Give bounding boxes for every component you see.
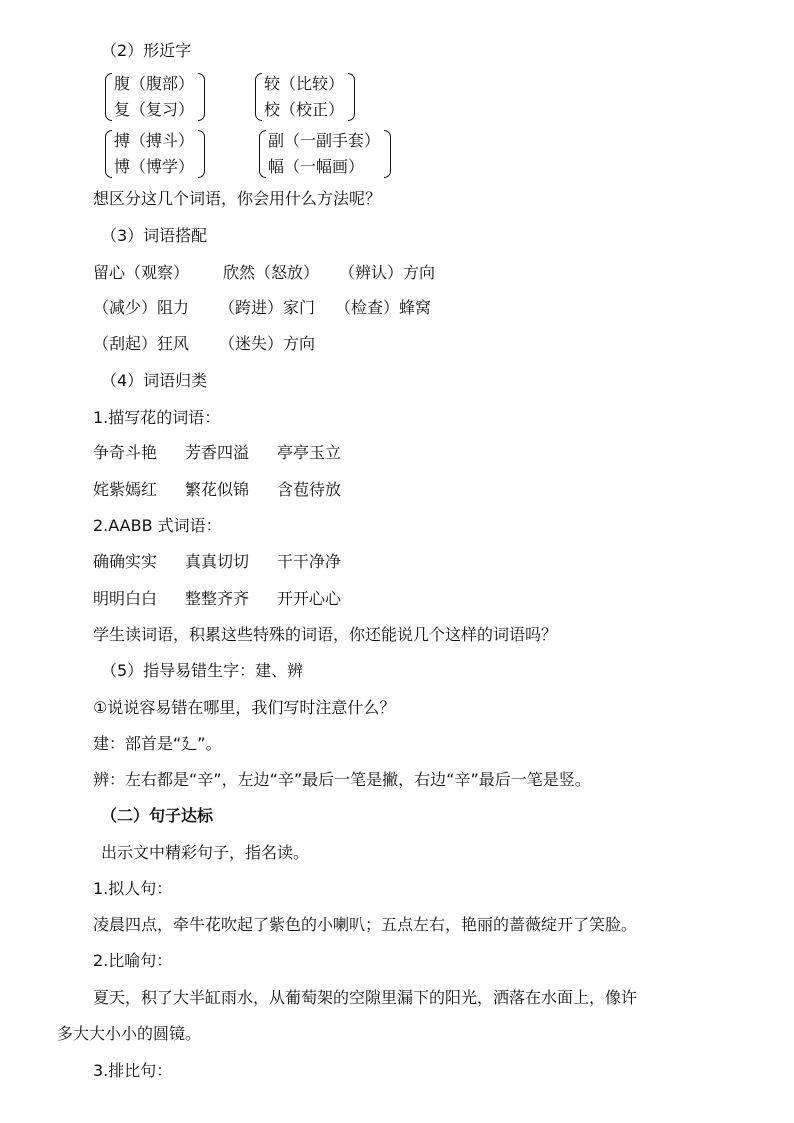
near-question: 想区分这几个词语，你会用什么方法呢？ — [93, 189, 382, 208]
near-group-4 — [259, 130, 391, 178]
near-group-1 — [105, 73, 205, 121]
match-item: 留心（观察） — [93, 263, 190, 282]
word-item: 繁花似锦 — [185, 480, 250, 499]
word-item: 确确实实 — [93, 552, 158, 571]
match-item: 欣然（怒放） — [223, 263, 320, 282]
word-item: 含苞待放 — [277, 480, 342, 499]
near-word: 腹（腹部） — [114, 74, 195, 93]
errors-question: ①说说容易错在哪里，我们写时注意什么？ — [93, 698, 396, 717]
right-paren — [198, 73, 205, 121]
category-2-row-1 — [93, 551, 369, 573]
match-item: （检查）蜂窝 — [335, 298, 432, 317]
near-word: 副（一副手套） — [268, 131, 381, 150]
word-item: 芳香四溢 — [185, 443, 250, 462]
match-row-3 — [93, 333, 343, 355]
near-word: 较（比较） — [264, 74, 345, 93]
category-2-row-2 — [93, 588, 369, 610]
classify-question: 学生读词语，积累这些特殊的词语，你还能说几个这样的词语吗？ — [93, 625, 558, 644]
category-1-row-1 — [93, 442, 369, 464]
word-item: 真真切切 — [185, 552, 250, 571]
near-word: 博（博学） — [114, 157, 195, 176]
word-item: 亭亭玉立 — [277, 443, 342, 462]
right-paren — [384, 130, 391, 178]
match-item: （刮起）狂风 — [93, 334, 190, 353]
word-item: 姹紫嫣红 — [93, 480, 158, 499]
left-brace — [105, 130, 112, 178]
sentence-3-title: 3.排比句： — [93, 1061, 173, 1080]
match-item: （跨进）家门 — [219, 298, 316, 317]
word-item: 争奇斗艳 — [93, 443, 158, 462]
near-word: 复（复习） — [114, 100, 195, 119]
near-group-3 — [105, 130, 205, 178]
match-row-2 — [93, 297, 459, 319]
section-near-form-characters: （2）形近字 — [101, 41, 192, 60]
section-word-matching: （3）词语搭配 — [101, 226, 208, 245]
section-word-classify: （4）词语归类 — [101, 371, 208, 390]
near-word: 幅（一幅画） — [268, 157, 365, 176]
sentence-1-title: 1.拟人句： — [93, 879, 173, 898]
category-1-row-2 — [93, 479, 369, 501]
section-error-prone-characters: （5）指导易错生字：建、辨 — [101, 661, 304, 680]
category-1-title: 1.描写花的词语： — [93, 408, 221, 427]
near-word: 搏（搏斗） — [114, 131, 195, 150]
word-item: 整整齐齐 — [185, 589, 250, 608]
near-word: 校（校正） — [264, 100, 345, 119]
match-row-1 — [93, 262, 463, 284]
sentence-intro: 出示文中精彩句子，指名读。 — [101, 843, 310, 862]
word-item: 开开心心 — [277, 589, 342, 608]
right-paren — [348, 73, 355, 121]
word-item: 明明白白 — [93, 589, 158, 608]
category-2-title: 2.AABB 式词语： — [93, 516, 222, 535]
error-note-jian: 建：部首是“廴”。 — [93, 734, 222, 753]
error-note-bian: 辨：左右都是“辛”，左边“辛”最后一笔是撇，右边“辛”最后一笔是竖。 — [93, 770, 591, 789]
section-sentences: （二）句子达标 — [101, 806, 214, 825]
match-item: （迷失）方向 — [219, 334, 316, 353]
left-brace — [259, 130, 266, 178]
left-brace — [255, 73, 262, 121]
sentence-2-text-line-2: 多大大小小的圆镜。 — [57, 1024, 202, 1043]
right-paren — [198, 130, 205, 178]
sentence-1-text: 凌晨四点，牵牛花吹起了紫色的小喇叭；五点左右，艳丽的蔷薇绽开了笑脸。 — [93, 915, 638, 934]
match-item: （减少）阻力 — [93, 298, 190, 317]
sentence-2-title: 2.比喻句： — [93, 951, 173, 970]
match-item: （辨认）方向 — [339, 263, 436, 282]
sentence-2-text-line-1: 夏天，积了大半缸雨水，从葡萄架的空隙里漏下的阳光，洒落在水面上，像许 — [93, 988, 638, 1007]
left-brace — [105, 73, 112, 121]
word-item: 干干净净 — [277, 552, 342, 571]
near-group-2 — [255, 73, 355, 121]
